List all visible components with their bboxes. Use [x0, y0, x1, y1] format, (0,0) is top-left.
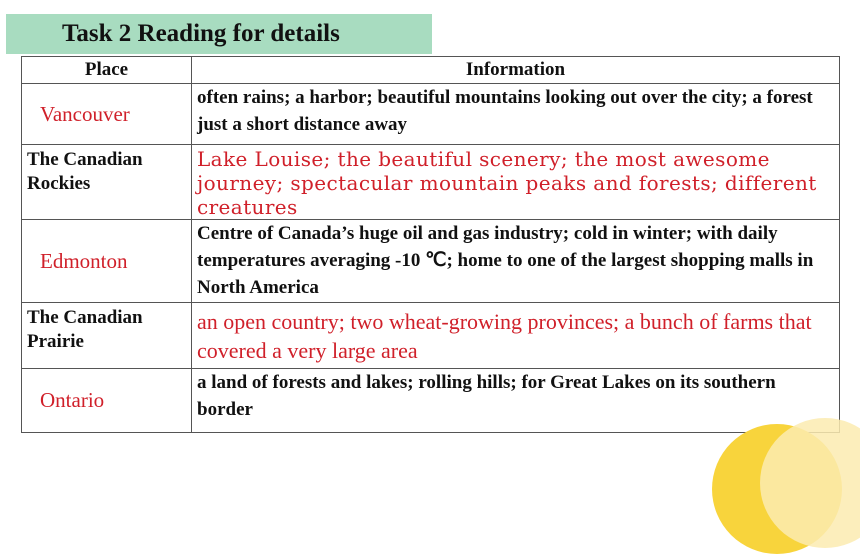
table-row: [22, 145, 840, 220]
table-row: [22, 303, 840, 369]
place-cell: The Canadian Rockies: [22, 145, 192, 220]
header-place: Place: [22, 57, 192, 84]
header-information: Information: [192, 57, 840, 84]
slide-title: Task 2 Reading for details: [62, 20, 340, 47]
reading-details-table: [21, 56, 840, 433]
table-row: [22, 84, 840, 145]
table-row: [22, 220, 840, 303]
place-cell: The Canadian Prairie: [22, 303, 192, 369]
info-cell: Lake Louise; the beautiful scenery; the most awesome journey; spectacular mountain peaks and forests; different creatures: [192, 145, 840, 220]
place-cell: Vancouver: [22, 84, 192, 145]
info-cell: often rains; a harbor; beautiful mountains looking out over the city; a forest just a short distance away: [192, 84, 840, 145]
table-row: [22, 369, 840, 433]
info-cell: an open country; two wheat-growing provinces; a bunch of farms that covered a very large area: [192, 303, 840, 369]
place-cell: Ontario: [22, 369, 192, 433]
info-cell: a land of forests and lakes; rolling hills; for Great Lakes on its southern border: [192, 369, 840, 433]
place-cell: Edmonton: [22, 220, 192, 303]
table-header-row: [22, 57, 840, 84]
info-cell: Centre of Canada’s huge oil and gas industry; cold in winter; with daily temperatures averaging -10 ℃; home to one of the largest shopping malls in North America: [192, 220, 840, 303]
